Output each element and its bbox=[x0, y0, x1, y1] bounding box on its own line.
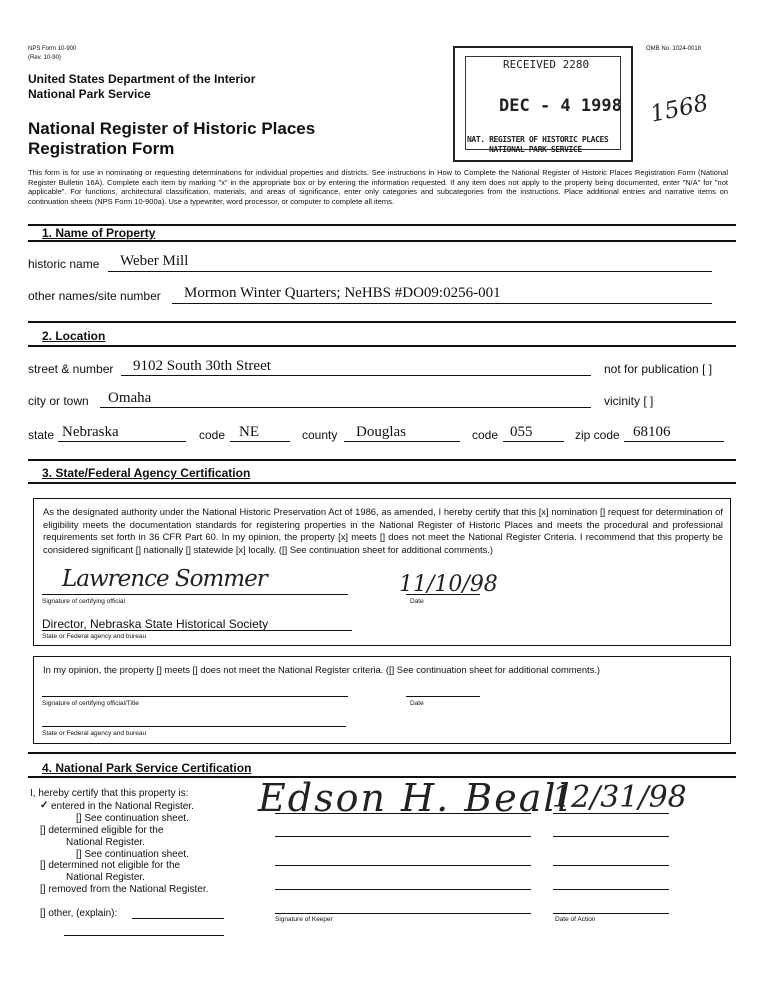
vicinity-checkbox[interactable]: vicinity [ ] bbox=[604, 394, 654, 408]
keeper-signature-label: Signature of Keeper bbox=[275, 916, 333, 923]
handwritten-reference-number: 1568 bbox=[647, 90, 711, 128]
stamp-register: NAT. REGISTER OF HISTORIC PLACES bbox=[467, 135, 609, 144]
historic-name-label: historic name bbox=[28, 257, 100, 271]
street-value[interactable]: 9102 South 30th Street bbox=[133, 358, 271, 374]
department-line: United States Department of the Interior bbox=[28, 72, 256, 86]
historic-name-value[interactable]: Weber Mill bbox=[120, 253, 189, 269]
option-removed[interactable]: [] removed from the National Register. bbox=[40, 884, 209, 895]
form-subtitle: Registration Form bbox=[28, 139, 175, 158]
zip-value[interactable]: 68106 bbox=[633, 424, 671, 440]
zip-label: zip code bbox=[575, 428, 620, 442]
signature-title-label: Signature of certifying official/Title bbox=[42, 700, 139, 707]
state-label: state bbox=[28, 428, 55, 442]
date-label: Date bbox=[410, 598, 424, 605]
form-title: National Register of Historic Places bbox=[28, 119, 316, 138]
stamp-date: DEC - 4 1998 bbox=[499, 96, 622, 116]
certify-intro: I, hereby certify that this property is: bbox=[30, 788, 189, 799]
option-eligible[interactable]: [] determined eligible for the bbox=[40, 825, 164, 836]
omb-number: OMB No. 1024-0018 bbox=[646, 46, 702, 52]
option-eligible-continuation[interactable]: [] See continuation sheet. bbox=[76, 849, 189, 860]
state-code-label: code bbox=[199, 428, 226, 442]
action-date-handwritten: 12/31/98 bbox=[552, 780, 687, 815]
not-for-publication-checkbox[interactable]: not for publication [ ] bbox=[604, 362, 713, 376]
state-value[interactable]: Nebraska bbox=[62, 424, 119, 440]
state-code-value[interactable]: NE bbox=[239, 424, 259, 440]
city-label: city or town bbox=[28, 394, 89, 408]
date-label-2: Date bbox=[410, 700, 424, 707]
keeper-signature: Edson H. Beall bbox=[258, 776, 572, 820]
option-not-eligible-line2: National Register. bbox=[66, 872, 145, 883]
agency-label-2: State or Federal agency and bureau bbox=[42, 730, 147, 737]
county-code-value[interactable]: 055 bbox=[510, 424, 533, 440]
state-certification-text: As the designated authority under the National Historic Preservation Act of 1986, as amended, I hereby certify that this [x] nomination [] request for determination of eligibility meets the documentation standards for registering properties in the National Register of Historic Places and meets the procedural and professional requirements set forth in 36 CFR Part 60. In my opinion, the property [x] meets [] does not meet the National Register Criteria. I recommend that this property be considered significant [] nationally [] statewide [x] locally. ([] See continuation sheet for additional comments.) bbox=[43, 506, 723, 555]
county-label: county bbox=[302, 428, 338, 442]
form-number: NPS Form 10-900 bbox=[28, 46, 77, 52]
opinion-text: In my opinion, the property [] meets [] does not meet the National Register criteria. ([] See continuation sheet for additional comments.) bbox=[43, 664, 601, 675]
agency-label: State or Federal agency and bureau bbox=[42, 633, 147, 640]
form-instructions: This form is for use in nominating or requesting determinations for individual properties and districts. See instructions in How to Complete the National Register of Historic Places Registration Form (National Register Bulletin 16A). Complete each item by marking "x" in the appropriate box or by entering the information requested. If any item does not apply to the property being documented, enter "N/A" for "not applicable". For functions, architectural classification, materials, and areas of significance, enter only categories and subcategories from the instructions. Place additional entries and narrative items on continuation sheets (NPS Form 10-900a). Use a typewriter, word processor, or computer to complete all items. bbox=[28, 168, 728, 206]
certifying-official-signature: Lawrence Sommer bbox=[62, 566, 267, 592]
section-4-heading: 4. National Park Service Certification bbox=[42, 761, 252, 775]
other-names-value[interactable]: Mormon Winter Quarters; NeHBS #DO09:0256-001 bbox=[184, 285, 501, 301]
agency-line: National Park Service bbox=[28, 87, 151, 101]
city-value[interactable]: Omaha bbox=[108, 390, 152, 406]
option-entered[interactable]: entered in the National Register. bbox=[51, 801, 194, 812]
received-stamp bbox=[453, 46, 633, 162]
section-2-heading: 2. Location bbox=[42, 329, 106, 343]
section-1-heading: 1. Name of Property bbox=[42, 226, 156, 240]
stamp-nps: NATIONAL PARK SERVICE bbox=[489, 145, 582, 154]
certification-date: 11/10/98 bbox=[399, 572, 498, 597]
option-other[interactable]: [] other, (explain): bbox=[40, 908, 118, 919]
entered-checkmark-icon: ✓ bbox=[40, 800, 49, 811]
date-of-action-label: Date of Action bbox=[555, 916, 596, 923]
county-code-label: code bbox=[472, 428, 499, 442]
option-entered-continuation[interactable]: [] See continuation sheet. bbox=[76, 813, 189, 824]
stamp-received: RECEIVED 2280 bbox=[503, 58, 590, 71]
form-revision: (Rev. 10-90) bbox=[28, 55, 61, 61]
other-names-label: other names/site number bbox=[28, 289, 161, 303]
section-3-heading: 3. State/Federal Agency Certification bbox=[42, 466, 251, 480]
agency-value[interactable]: Director, Nebraska State Historical Society bbox=[42, 617, 269, 631]
option-eligible-line2: National Register. bbox=[66, 837, 145, 848]
signature-label: Signature of certifying official bbox=[42, 598, 125, 605]
county-value[interactable]: Douglas bbox=[356, 424, 406, 440]
street-label: street & number bbox=[28, 362, 114, 376]
option-not-eligible[interactable]: [] determined not eligible for the bbox=[40, 860, 181, 871]
